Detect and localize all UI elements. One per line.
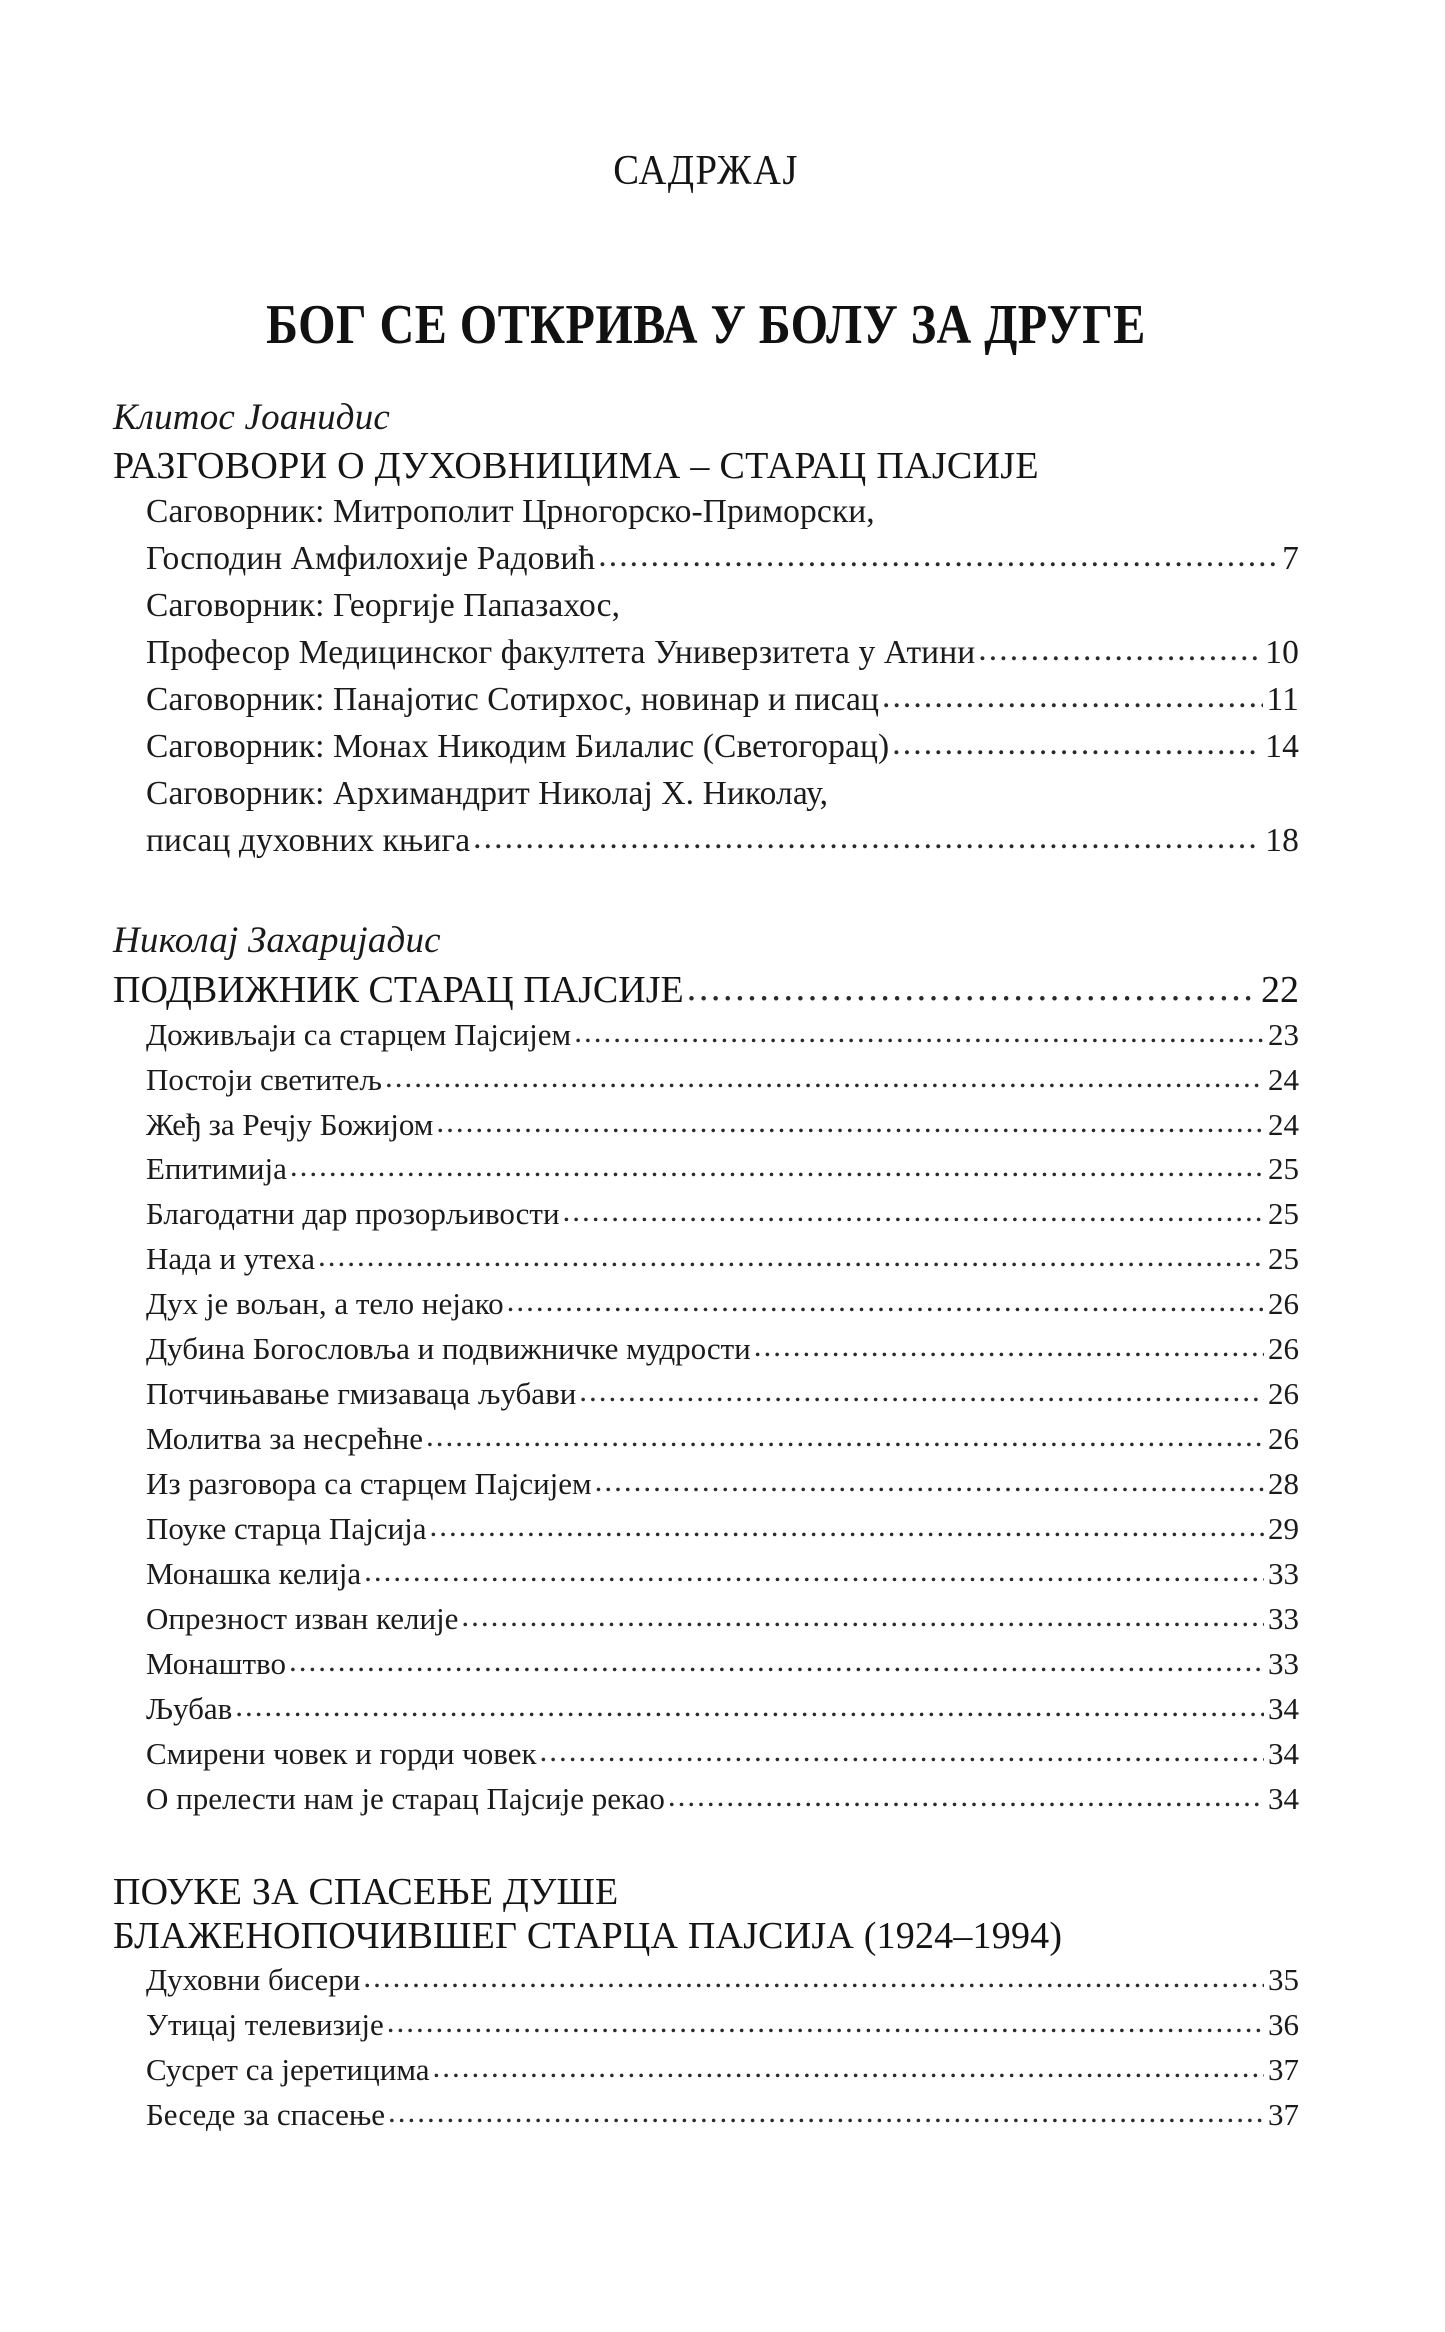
entry-label: Монаштво	[146, 1645, 286, 1681]
page-number: 25	[1268, 1241, 1299, 1277]
entry-label: Потчињавање гмизаваца љубави	[146, 1376, 577, 1412]
section-heading	[113, 1870, 1299, 1958]
toc-section-1	[113, 397, 1299, 864]
entry-line-1: Саговорник: Митрополит Црногорско-Приморски,	[146, 493, 875, 531]
dot-leader	[892, 721, 1261, 768]
toc-entry[interactable]	[146, 1777, 1299, 1822]
dot-leader	[388, 2090, 1264, 2135]
page-number: 37	[1268, 2051, 1299, 2087]
dot-leader	[668, 1774, 1264, 1819]
toc-entry[interactable]	[146, 1958, 1299, 2003]
entry-label: Дубина Богословља и подвижничке мудрости	[146, 1331, 751, 1367]
page-number: 29	[1268, 1510, 1299, 1546]
page-number: 28	[1268, 1466, 1299, 1502]
dot-leader	[235, 1684, 1264, 1729]
toc-section-2	[113, 920, 1299, 1821]
page-number: 26	[1268, 1286, 1299, 1322]
entry-line-1: Саговорник: Георгије Папазахос,	[146, 587, 621, 625]
page-number: 23	[1268, 1016, 1299, 1052]
dot-leader	[574, 1010, 1264, 1055]
toc-entry[interactable]	[146, 1597, 1299, 1642]
entry-line-2: Саговорник: Монах Никодим Билалис (Светогорац)	[146, 727, 890, 765]
page-number: 34	[1268, 1780, 1299, 1816]
section-heading: ПОДВИЖНИК СТАРАЦ ПАЈСИЈЕ	[113, 968, 684, 1011]
entry-label: Дух је вољан, а тело нејако	[146, 1286, 504, 1322]
toc-entry[interactable]	[146, 1192, 1299, 1237]
section-author: Клитос Јоанидис	[113, 397, 391, 438]
toc-entry[interactable]	[146, 1372, 1299, 1417]
dot-leader	[598, 533, 1278, 580]
entry-line-2: Саговорник: Панајотис Сотирхос, новинар и писац	[146, 680, 879, 718]
toc-entry[interactable]	[146, 1282, 1299, 1327]
toc-entry[interactable]	[146, 1642, 1299, 1687]
dot-leader	[461, 1594, 1264, 1639]
toc-entry[interactable]	[146, 1058, 1299, 1103]
dot-leader	[563, 1189, 1264, 1234]
dot-leader	[595, 1459, 1264, 1504]
entry-label: Беседе за спасење	[146, 2096, 386, 2132]
dot-leader	[432, 2045, 1264, 2090]
page-number: 11	[1266, 680, 1299, 718]
dot-leader	[579, 1369, 1264, 1414]
page-number: 33	[1268, 1600, 1299, 1636]
entry-label: Сусрет са јеретицима	[146, 2051, 430, 2087]
page-number: 18	[1265, 821, 1299, 859]
entry-line-2: Професор Медицинског факултета Универзитета у Атини	[146, 633, 976, 671]
dot-leader	[507, 1279, 1264, 1324]
dot-leader	[426, 1414, 1264, 1459]
toc-entry[interactable]	[146, 1507, 1299, 1552]
section-heading-row[interactable]	[113, 968, 1299, 1013]
toc-entry[interactable]	[146, 1552, 1299, 1597]
entry-label: Опрезност изван келије	[146, 1600, 459, 1636]
toc-entry[interactable]	[146, 2048, 1299, 2093]
page-number: 22	[1261, 968, 1299, 1011]
page-number: 14	[1265, 727, 1299, 765]
dot-leader	[387, 2000, 1264, 2045]
entry-label: Љубав	[146, 1690, 233, 1726]
entry-line-2: Господин Амфилохије Радовић	[146, 540, 596, 578]
toc-entry[interactable]	[146, 1417, 1299, 1462]
dot-leader	[364, 1549, 1264, 1594]
toc-entry-group[interactable]	[146, 489, 1299, 583]
page-number: 25	[1268, 1151, 1299, 1187]
page-number: 33	[1268, 1555, 1299, 1591]
page-number: 26	[1268, 1376, 1299, 1412]
dot-leader	[289, 1639, 1264, 1684]
entry-label: Утицај телевизије	[146, 2006, 384, 2042]
entry-label: Постоји светитељ	[146, 1061, 382, 1097]
toc-entry[interactable]	[146, 1732, 1299, 1777]
toc-entry-group[interactable]	[146, 724, 1299, 771]
entry-label: Епитимија	[146, 1151, 287, 1187]
entry-label: Нада и утеха	[146, 1241, 316, 1277]
entry-line-1: Саговорник: Архимандрит Николај Х. Николау,	[146, 774, 829, 812]
entry-label: Поуке старца Пајсија	[146, 1510, 427, 1546]
page-number: 34	[1268, 1735, 1299, 1771]
entry-label: Молитва за несрећне	[146, 1421, 423, 1457]
toc-entry[interactable]	[146, 2003, 1299, 2048]
toc-entry[interactable]	[146, 2093, 1299, 2138]
page-number: 36	[1268, 2006, 1299, 2042]
entry-label: Жеђ за Речју Божијом	[146, 1106, 434, 1142]
toc-entry[interactable]	[146, 1327, 1299, 1372]
page-number: 37	[1268, 2096, 1299, 2132]
dot-leader	[687, 966, 1257, 1011]
entry-label: Смирени човек и горди човек	[146, 1735, 537, 1771]
dot-leader	[385, 1055, 1264, 1100]
dot-leader	[363, 1955, 1264, 2000]
toc-entry-group[interactable]	[146, 583, 1299, 677]
page-number: 10	[1265, 633, 1299, 671]
page-number: 24	[1268, 1106, 1299, 1142]
page-title: САДРЖАЈ	[613, 148, 799, 194]
toc-section-3	[113, 1870, 1299, 2138]
page-number: 7	[1282, 540, 1299, 578]
dot-leader	[978, 627, 1261, 674]
toc-entry-group[interactable]	[146, 677, 1299, 724]
dot-leader	[436, 1100, 1264, 1145]
toc-content-column	[113, 0, 1299, 2137]
dot-leader	[430, 1504, 1264, 1549]
dot-leader	[882, 674, 1263, 721]
entry-line-2: писац духовних књига	[146, 821, 471, 859]
section-heading: РАЗГОВОРИ О ДУХОВНИЦИМА – СТАРАЦ ПАЈСИЈЕ	[113, 445, 1039, 488]
dot-leader	[290, 1144, 1264, 1189]
dot-leader	[540, 1729, 1264, 1774]
entry-label: О прелести нам је старац Пајсије рекао	[146, 1780, 665, 1816]
entry-label: Доживљаји са старцем Пајсијем	[146, 1016, 572, 1052]
toc-entry-group[interactable]	[146, 771, 1299, 865]
entry-label: Духовни бисери	[146, 1961, 361, 1997]
page-number: 26	[1268, 1331, 1299, 1367]
entry-label: Благодатни дар прозорљивости	[146, 1196, 560, 1232]
page-number: 33	[1268, 1645, 1299, 1681]
page-number: 34	[1268, 1690, 1299, 1726]
page-number: 25	[1268, 1196, 1299, 1232]
toc-entry[interactable]	[146, 1462, 1299, 1507]
page-number: 24	[1268, 1061, 1299, 1097]
toc-entry[interactable]	[146, 1147, 1299, 1192]
page-number: 26	[1268, 1421, 1299, 1457]
toc-entry[interactable]	[146, 1237, 1299, 1282]
toc-entry[interactable]	[146, 1687, 1299, 1732]
toc-entry[interactable]	[146, 1013, 1299, 1058]
toc-entry[interactable]	[146, 1103, 1299, 1148]
section-heading-line-2: БЛАЖЕНОПОЧИВШЕГ СТАРЦА ПАЈСИЈА (1924–1994)	[113, 1914, 1063, 1957]
part-title: БОГ СЕ ОТКРИВА У БОЛУ ЗА ДРУГЕ	[266, 294, 1146, 356]
dot-leader	[318, 1234, 1264, 1279]
section-heading-line-1: ПОУКЕ ЗА СПАСЕЊЕ ДУШЕ	[113, 1870, 619, 1913]
section-author: Николај Захаријадис	[113, 920, 441, 962]
entry-label: Монашка келија	[146, 1555, 362, 1591]
dot-leader	[754, 1324, 1264, 1369]
dot-leader	[473, 815, 1261, 862]
entry-label: Из разговора са старцем Пајсијем	[146, 1466, 592, 1502]
page-number: 35	[1268, 1961, 1299, 1997]
